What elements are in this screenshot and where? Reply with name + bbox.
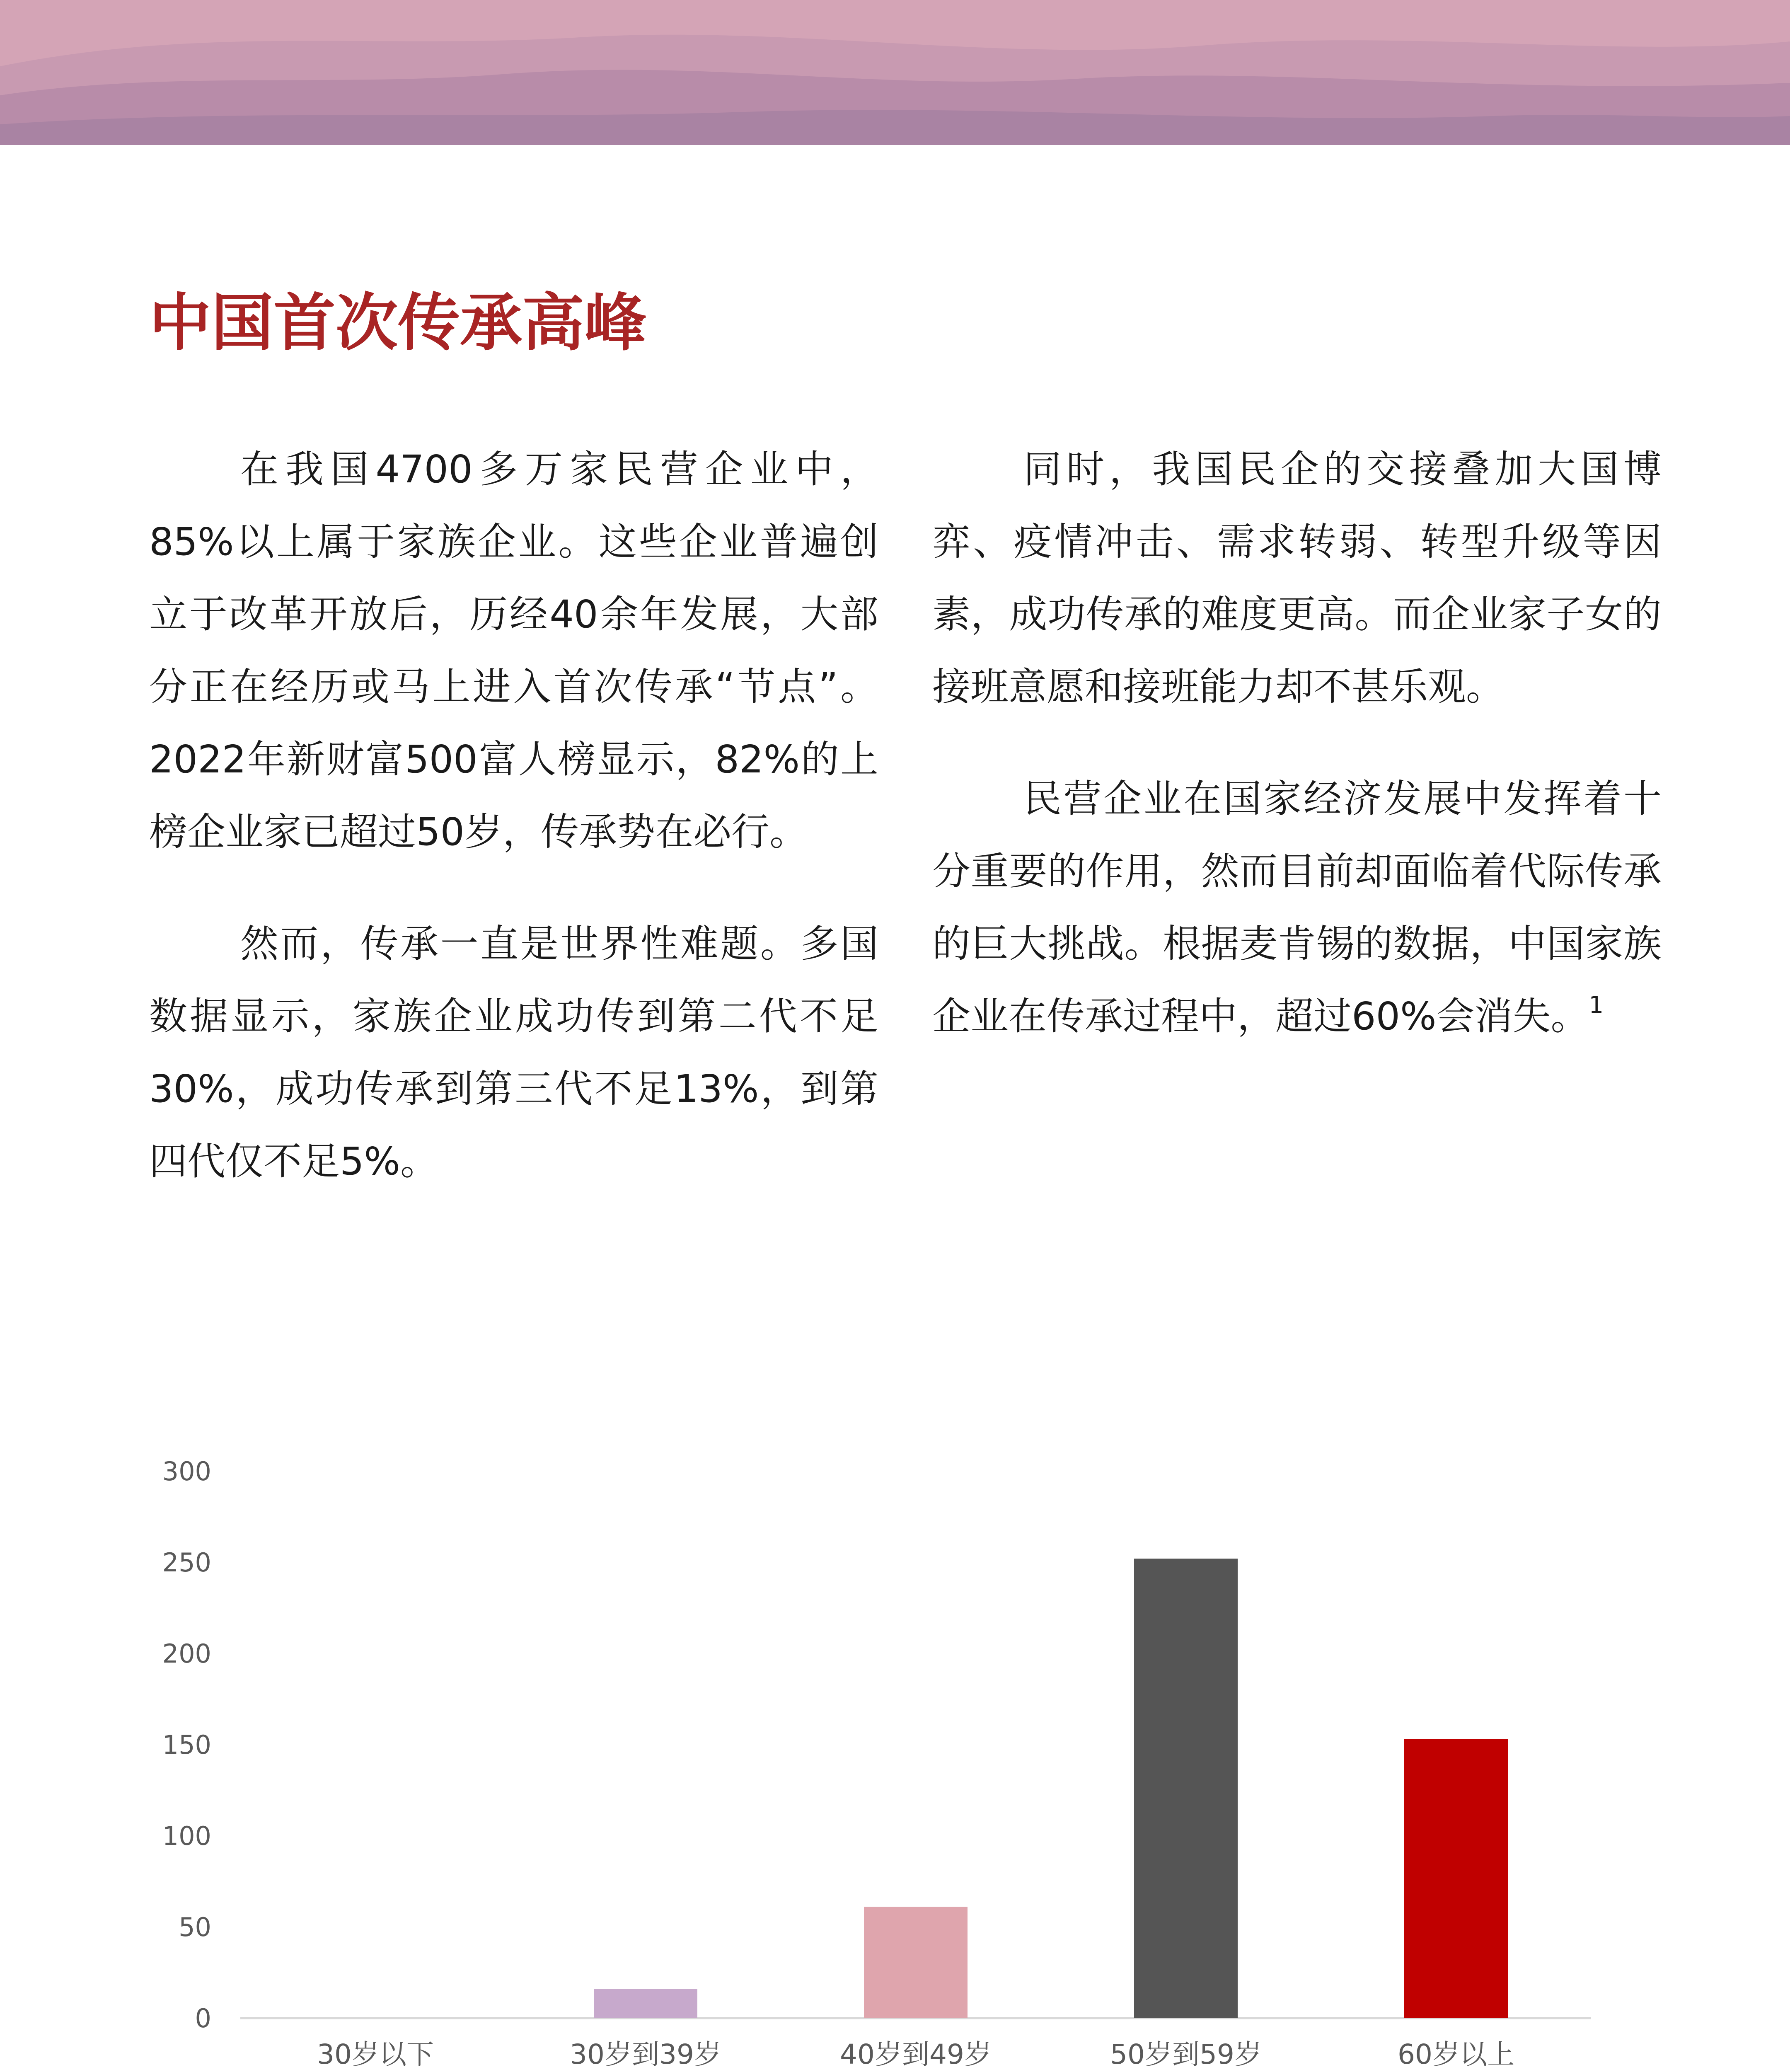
y-tick-label: 300 bbox=[162, 1456, 211, 1486]
footnote-reference[interactable]: 1 bbox=[1589, 992, 1604, 1019]
paragraph-text: 民营企业在国家经济发展中发挥着十分重要的作用，然而目前却面临着代际传承的巨大挑战。根据麦肯锡的数据，中国家族企业在传承过程中，超过60%会消失。 bbox=[932, 777, 1662, 1038]
top-banner-image bbox=[0, 0, 1790, 145]
paragraph-with-footnote bbox=[932, 762, 1662, 1053]
x-tick-label: 30岁以下 bbox=[317, 2038, 434, 2070]
paragraph: 然而，传承一直是世界性难题。多国数据显示，家族企业成功传到第二代不足30%，成功传承到第三代不足13%，到第四代仅不足5%。 bbox=[149, 922, 878, 1184]
bar bbox=[1404, 1739, 1508, 2018]
page-title: 中国首次传承高峰 bbox=[149, 287, 647, 359]
x-tick-label: 30岁到39岁 bbox=[570, 2038, 721, 2070]
x-tick-label: 50岁到59岁 bbox=[1110, 2038, 1262, 2070]
y-tick-label: 50 bbox=[179, 1912, 211, 1942]
y-tick-label: 250 bbox=[162, 1547, 211, 1578]
bar bbox=[594, 1989, 697, 2018]
age-distribution-bar-chart bbox=[149, 1442, 1641, 2072]
y-tick-label: 0 bbox=[195, 2003, 211, 2033]
x-tick-label: 40岁到49岁 bbox=[840, 2038, 992, 2070]
y-tick-label: 150 bbox=[162, 1730, 211, 1760]
y-tick-label: 100 bbox=[162, 1821, 211, 1851]
x-tick-label: 60岁以上 bbox=[1398, 2038, 1514, 2070]
bar bbox=[1134, 1559, 1238, 2018]
mountain-silhouette-top bbox=[0, 0, 1790, 145]
left-column bbox=[149, 433, 878, 1237]
paragraph: 同时，我国民企的交接叠加大国博弈、疫情冲击、需求转弱、转型升级等因素，成功传承的难度更高。而企业家子女的接班意愿和接班能力却不甚乐观。 bbox=[932, 447, 1662, 709]
right-column bbox=[932, 433, 1662, 1092]
bar bbox=[864, 1907, 968, 2018]
paragraph: 在我国4700多万家民营企业中，85%以上属于家族企业。这些企业普遍创立于改革开放后，历经40余年发展，大部分正在经历或马上进入首次传承“节点”。2022年新财富500富人榜显示，82%的上榜企业家已超过50岁，传承势在必行。 bbox=[149, 447, 878, 854]
y-tick-label: 200 bbox=[162, 1639, 211, 1669]
